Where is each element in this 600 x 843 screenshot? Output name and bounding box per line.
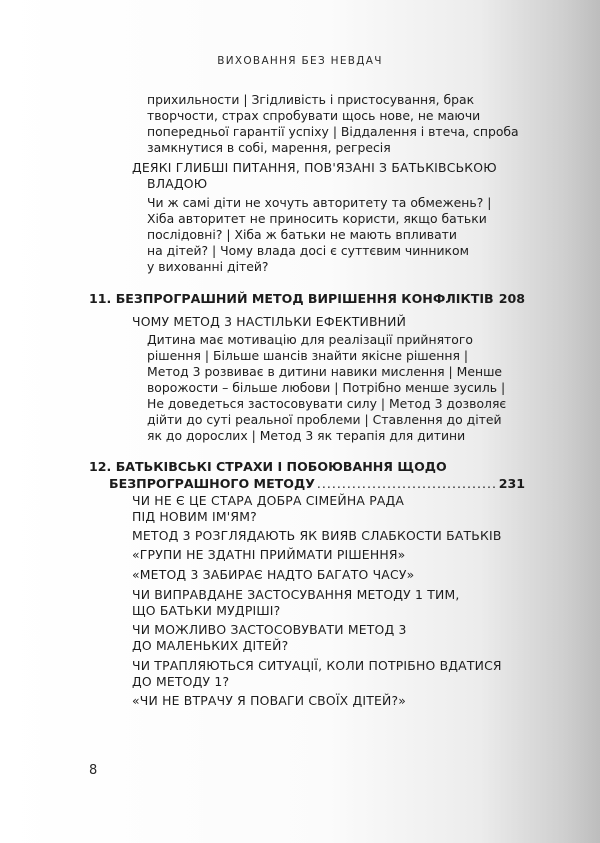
toc-body-line: Хіба авторитет не приносить користи, якщо батьки: [147, 211, 487, 226]
toc-body-line: дійти до суті реальної проблеми | Ставлення до дітей: [147, 412, 502, 427]
toc-entry: ЧИ НЕ Є ЦЕ СТАРА ДОБРА СІМЕЙНА РАДА: [132, 493, 405, 508]
toc-body-line: Метод 3 розвиває в дитини навики мислення | Менше: [147, 364, 503, 379]
toc-entry: «ЧИ НЕ ВТРАЧУ Я ПОВАГИ СВОЇХ ДІТЕЙ?»: [132, 693, 407, 708]
toc-body-line: Дитина має мотивацію для реалізації прийнятого: [147, 332, 473, 347]
toc-entry: ЧИ МОЖЛИВО ЗАСТОСОВУВАТИ МЕТОД 3: [132, 622, 407, 637]
toc-body-line: ворожости – більше любови | Потрібно менше зусиль |: [147, 380, 506, 395]
toc-chapter-12[interactable]: [89, 458, 525, 492]
toc-body-line: на дітей? | Чому влада досі є суттєвим чинником: [147, 243, 469, 258]
toc-chapter-11[interactable]: [89, 290, 525, 307]
chapter-title: 11. БЕЗПРОГРАШНИЙ МЕТОД ВИРІШЕННЯ КОНФЛІКТІВ: [89, 291, 494, 306]
toc-entry: ЧИ ВИПРАВДАНЕ ЗАСТОСУВАННЯ МЕТОДУ 1 ТИМ,: [132, 587, 460, 602]
toc-continuation-line: прихильности | Згідливість і пристосування, брак: [147, 92, 475, 107]
leader-dots: [496, 290, 497, 307]
leader-dots: [317, 475, 497, 492]
toc-body-line: у вихованні дітей?: [147, 259, 269, 274]
toc-continuation-line: творчости, страх спробувати щось нове, не маючи: [147, 108, 481, 123]
toc-continuation-line: замкнутися в собі, марення, регресія: [147, 140, 391, 155]
toc-subheading: ЧОМУ МЕТОД 3 НАСТІЛЬКИ ЕФЕКТИВНИЙ: [132, 314, 407, 329]
toc-entry: ДО МАЛЕНЬКИХ ДІТЕЙ?: [132, 638, 289, 653]
chapter-page-number: 231: [498, 476, 525, 491]
toc-entry: МЕТОД 3 РОЗГЛЯДАЮТЬ ЯК ВИЯВ СЛАБКОСТИ БАТЬКІВ: [132, 528, 502, 543]
toc-body-line: як до дорослих | Метод 3 як терапія для дитини: [147, 428, 466, 443]
running-head: ВИХОВАННЯ БЕЗ НЕВДАЧ: [217, 55, 383, 67]
toc-entry: ЧИ ТРАПЛЯЮТЬСЯ СИТУАЦІЇ, КОЛИ ПОТРІБНО ВДАТИСЯ: [132, 658, 502, 673]
toc-entry: «ГРУПИ НЕ ЗДАТНІ ПРИЙМАТИ РІШЕННЯ»: [132, 547, 406, 562]
toc-body-line: послідовні? | Хіба ж батьки не мають впливати: [147, 227, 457, 242]
toc-entry: «МЕТОД 3 ЗАБИРАЄ НАДТО БАГАТО ЧАСУ»: [132, 567, 415, 582]
chapter-title-line: БЕЗПРОГРАШНОГО МЕТОДУ: [109, 476, 315, 491]
toc-body-line: Чи ж самі діти не хочуть авторитету та обмежень? |: [147, 195, 492, 210]
toc-subheading: ДЕЯКІ ГЛИБШІ ПИТАННЯ, ПОВ'ЯЗАНІ З БАТЬКІВСЬКОЮ: [132, 160, 497, 175]
toc-continuation-line: попередньої гарантії успіху | Віддалення і втеча, спроба: [147, 124, 519, 139]
chapter-page-number: 208: [498, 291, 525, 306]
toc-subheading: ВЛАДОЮ: [147, 176, 208, 191]
toc-body-line: Не доведеться застосовувати силу | Метод 3 дозволяє: [147, 396, 507, 411]
chapter-title-line: 12. БАТЬКІВСЬКІ СТРАХИ І ПОБОЮВАННЯ ЩОДО: [89, 459, 447, 474]
page-number: 8: [89, 763, 98, 778]
toc-entry: ПІД НОВИМ ІМ'ЯМ?: [132, 509, 257, 524]
toc-entry: ДО МЕТОДУ 1?: [132, 674, 230, 689]
toc-body-line: рішення | Більше шансів знайти якісне рішення |: [147, 348, 469, 363]
toc-entry: ЩО БАТЬКИ МУДРІШІ?: [132, 603, 281, 618]
